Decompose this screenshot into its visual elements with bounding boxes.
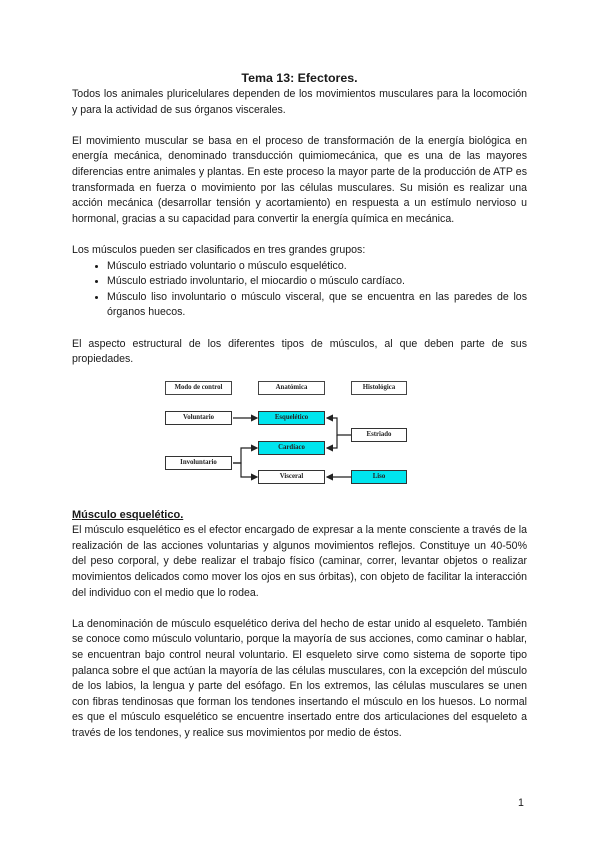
section-heading-esqueletico: Músculo esquelético. [72,508,184,521]
box-estriado: Estriado [351,428,407,442]
box-cardiaco: Cardíaco [258,441,325,455]
list-item: • Músculo estriado involuntario, el miocardio o músculo cardíaco. [107,274,527,290]
header-histologica: Histológica [351,381,407,395]
esqueletico-paragraph-2: La denominación de músculo esquelético deriva del hecho de estar unido al esqueleto. También se conoce como músculo voluntario, porque la mayoría de sus acciones, como caminar o hablar, se encuentran bajo control neural voluntario. El esqueleto sirve como sistema de soporte tipo palanca sobre el que actúan la mayoría de las células musculares, con la excepción del músculo de los labios, la lengua y parte del esófago. En los extremos, las células musculares se unen con fibras tendinosas que forman los tendones insertando el músculo en los huesos. Lo normal es que el músculo esquelético se encuentre insertado entre dos articulaciones del esqueleto a través de los tendones, y realice sus movimientos por medio de éstos. [72,617,527,739]
muscle-groups-list [72,259,527,321]
page-title: Tema 13: Efectores. [241,71,358,85]
clasificacion-intro: Los músculos pueden ser clasificados en tres grandes grupos: [72,243,366,256]
box-visceral: Visceral [258,470,325,484]
arrow-estriado-esqueletico [327,418,351,435]
box-involuntario: Involuntario [165,456,232,470]
muscle-classification-diagram [165,381,415,499]
arrow-involuntario-visceral [233,463,257,477]
intro-paragraph: Todos los animales pluricelulares dependen de los movimientos musculares para la locomoción y para la actividad de sus órganos viscerales. [72,88,527,116]
list-item: • Músculo liso involuntario o músculo visceral, que se encuentra en las paredes de los órganos huecos. [107,290,527,321]
movimiento-paragraph: El movimiento muscular se basa en el proceso de transformación de la energía biológica en energía mecánica, denominado transducción quimiomecánica, que es una de las mayores diferencias entre animales y plantas. En este proceso la mayor parte de la producción de ATP es transformada en fuerza o movimiento por las células musculares. Su misión es realizar una acción mecánica (desarrollar tensión y acortamiento) en respuesta a un estímulo nervioso u hormonal, gracias a su capacidad para convertir la energía química en mecánica. [72,134,527,225]
header-modo-control: Modo de control [165,381,232,395]
box-esqueletico: Esquelético [258,411,325,425]
header-anatomica: Anatómica [258,381,325,395]
page-number: 1 [518,797,524,809]
arrow-involuntario-cardiaco [233,448,257,463]
list-item: • Músculo estriado voluntario o músculo esquelético. [107,259,527,275]
box-voluntario: Voluntario [165,411,232,425]
box-liso: Liso [351,470,407,484]
arrow-estriado-cardiaco [327,435,337,448]
aspecto-paragraph: El aspecto estructural de los diferentes tipos de músculos, al que deben parte de sus propiedades. [72,337,527,366]
esqueletico-paragraph-1: El músculo esquelético es el efector encargado de expresar a la mente consciente a través de la realización de las acciones voluntarias y algunos movimientos reflejos. Constituye un 40-50% del peso corporal, y debe realizar el trabajo físico (caminar, correr, levantar objetos o realizar movimientos delicados como mover los ojos en sus órbitas), con objeto de facilitar la interacción del individuo con el medio que lo rodea. [72,524,527,599]
document-page [72,70,527,742]
